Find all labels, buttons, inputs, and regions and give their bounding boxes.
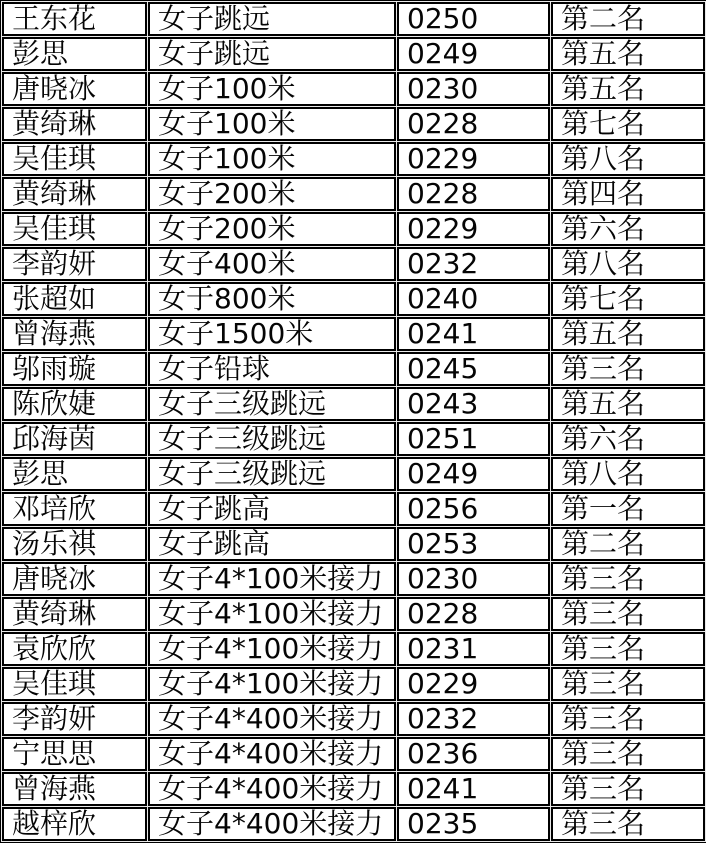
bib-number-cell: 0251 bbox=[397, 422, 550, 456]
event-cell: 女子4*100米接力 bbox=[148, 597, 396, 631]
rank-cell: 第八名 bbox=[551, 457, 705, 491]
rank-cell: 第六名 bbox=[551, 212, 705, 246]
athlete-name-cell: 彭思 bbox=[2, 457, 147, 491]
bib-number-cell: 0231 bbox=[397, 632, 550, 666]
event-cell: 女子跳高 bbox=[148, 527, 396, 561]
bib-number-cell: 0241 bbox=[397, 772, 550, 806]
table-row bbox=[2, 632, 705, 666]
bib-number-cell: 0228 bbox=[397, 107, 550, 141]
event-cell: 女子100米 bbox=[148, 142, 396, 176]
athlete-name-cell: 吴佳琪 bbox=[2, 212, 147, 246]
table-row bbox=[2, 282, 705, 316]
bib-number-cell: 0235 bbox=[397, 807, 550, 841]
bib-number-cell: 0236 bbox=[397, 737, 550, 771]
rank-cell: 第七名 bbox=[551, 107, 705, 141]
bib-number-cell: 0230 bbox=[397, 562, 550, 596]
event-cell: 女子三级跳远 bbox=[148, 422, 396, 456]
athlete-name-cell: 黄绮琳 bbox=[2, 597, 147, 631]
athlete-name-cell: 曾海燕 bbox=[2, 317, 147, 351]
athlete-name-cell: 李韵妍 bbox=[2, 702, 147, 736]
table-row bbox=[2, 702, 705, 736]
event-cell: 女子跳远 bbox=[148, 37, 396, 71]
event-cell: 女子1500米 bbox=[148, 317, 396, 351]
rank-cell: 第二名 bbox=[551, 527, 705, 561]
rank-cell: 第三名 bbox=[551, 807, 705, 841]
bib-number-cell: 0228 bbox=[397, 597, 550, 631]
rank-cell: 第八名 bbox=[551, 247, 705, 281]
athlete-name-cell: 张超如 bbox=[2, 282, 147, 316]
rank-cell: 第三名 bbox=[551, 737, 705, 771]
table-row bbox=[2, 772, 705, 806]
event-cell: 女子200米 bbox=[148, 177, 396, 211]
rank-cell: 第三名 bbox=[551, 667, 705, 701]
athlete-name-cell: 吴佳琪 bbox=[2, 667, 147, 701]
results-table-body bbox=[2, 2, 705, 841]
athlete-name-cell: 陈欣婕 bbox=[2, 387, 147, 421]
athlete-name-cell: 李韵妍 bbox=[2, 247, 147, 281]
bib-number-cell: 0228 bbox=[397, 177, 550, 211]
athlete-name-cell: 吴佳琪 bbox=[2, 142, 147, 176]
event-cell: 女子铅球 bbox=[148, 352, 396, 386]
rank-cell: 第一名 bbox=[551, 492, 705, 526]
table-row bbox=[2, 317, 705, 351]
table-row bbox=[2, 387, 705, 421]
athlete-name-cell: 汤乐祺 bbox=[2, 527, 147, 561]
bib-number-cell: 0240 bbox=[397, 282, 550, 316]
athlete-name-cell: 宁思思 bbox=[2, 737, 147, 771]
bib-number-cell: 0232 bbox=[397, 247, 550, 281]
event-cell: 女于800米 bbox=[148, 282, 396, 316]
athlete-name-cell: 彭思 bbox=[2, 37, 147, 71]
athlete-name-cell: 王东花 bbox=[2, 2, 147, 36]
bib-number-cell: 0250 bbox=[397, 2, 550, 36]
event-cell: 女子4*400米接力 bbox=[148, 737, 396, 771]
athlete-name-cell: 黄绮琳 bbox=[2, 177, 147, 211]
table-row bbox=[2, 667, 705, 701]
bib-number-cell: 0256 bbox=[397, 492, 550, 526]
table-row bbox=[2, 212, 705, 246]
athlete-name-cell: 邱海茵 bbox=[2, 422, 147, 456]
table-row bbox=[2, 72, 705, 106]
athlete-name-cell: 黄绮琳 bbox=[2, 107, 147, 141]
rank-cell: 第五名 bbox=[551, 317, 705, 351]
rank-cell: 第三名 bbox=[551, 772, 705, 806]
event-cell: 女子100米 bbox=[148, 107, 396, 141]
event-cell: 女子4*100米接力 bbox=[148, 632, 396, 666]
event-cell: 女子跳高 bbox=[148, 492, 396, 526]
athlete-name-cell: 曾海燕 bbox=[2, 772, 147, 806]
table-row bbox=[2, 107, 705, 141]
table-row bbox=[2, 562, 705, 596]
rank-cell: 第五名 bbox=[551, 37, 705, 71]
rank-cell: 第三名 bbox=[551, 597, 705, 631]
event-cell: 女子4*400米接力 bbox=[148, 807, 396, 841]
event-cell: 女子三级跳远 bbox=[148, 457, 396, 491]
rank-cell: 第五名 bbox=[551, 387, 705, 421]
bib-number-cell: 0241 bbox=[397, 317, 550, 351]
rank-cell: 第三名 bbox=[551, 352, 705, 386]
table-row bbox=[2, 177, 705, 211]
bib-number-cell: 0229 bbox=[397, 667, 550, 701]
bib-number-cell: 0249 bbox=[397, 37, 550, 71]
event-cell: 女子4*400米接力 bbox=[148, 702, 396, 736]
bib-number-cell: 0253 bbox=[397, 527, 550, 561]
table-row bbox=[2, 422, 705, 456]
athlete-name-cell: 唐晓冰 bbox=[2, 72, 147, 106]
athlete-name-cell: 越梓欣 bbox=[2, 807, 147, 841]
rank-cell: 第五名 bbox=[551, 72, 705, 106]
table-row bbox=[2, 247, 705, 281]
event-cell: 女子4*400米接力 bbox=[148, 772, 396, 806]
event-cell: 女子4*100米接力 bbox=[148, 667, 396, 701]
bib-number-cell: 0245 bbox=[397, 352, 550, 386]
athlete-name-cell: 袁欣欣 bbox=[2, 632, 147, 666]
event-cell: 女子跳远 bbox=[148, 2, 396, 36]
rank-cell: 第七名 bbox=[551, 282, 705, 316]
bib-number-cell: 0249 bbox=[397, 457, 550, 491]
table-row bbox=[2, 492, 705, 526]
bib-number-cell: 0232 bbox=[397, 702, 550, 736]
rank-cell: 第三名 bbox=[551, 632, 705, 666]
rank-cell: 第三名 bbox=[551, 702, 705, 736]
event-cell: 女子三级跳远 bbox=[148, 387, 396, 421]
table-row bbox=[2, 737, 705, 771]
rank-cell: 第二名 bbox=[551, 2, 705, 36]
rank-cell: 第六名 bbox=[551, 422, 705, 456]
rank-cell: 第三名 bbox=[551, 562, 705, 596]
event-cell: 女子200米 bbox=[148, 212, 396, 246]
athlete-name-cell: 唐晓冰 bbox=[2, 562, 147, 596]
table-row bbox=[2, 527, 705, 561]
bib-number-cell: 0229 bbox=[397, 212, 550, 246]
table-row bbox=[2, 37, 705, 71]
athlete-name-cell: 邬雨璇 bbox=[2, 352, 147, 386]
table-row bbox=[2, 457, 705, 491]
table-row bbox=[2, 2, 705, 36]
bib-number-cell: 0229 bbox=[397, 142, 550, 176]
bib-number-cell: 0230 bbox=[397, 72, 550, 106]
table-row bbox=[2, 142, 705, 176]
event-cell: 女子400米 bbox=[148, 247, 396, 281]
athlete-name-cell: 邓培欣 bbox=[2, 492, 147, 526]
event-cell: 女子100米 bbox=[148, 72, 396, 106]
table-row bbox=[2, 597, 705, 631]
rank-cell: 第八名 bbox=[551, 142, 705, 176]
table-row bbox=[2, 352, 705, 386]
bib-number-cell: 0243 bbox=[397, 387, 550, 421]
table-row bbox=[2, 807, 705, 841]
event-cell: 女子4*100米接力 bbox=[148, 562, 396, 596]
rank-cell: 第四名 bbox=[551, 177, 705, 211]
